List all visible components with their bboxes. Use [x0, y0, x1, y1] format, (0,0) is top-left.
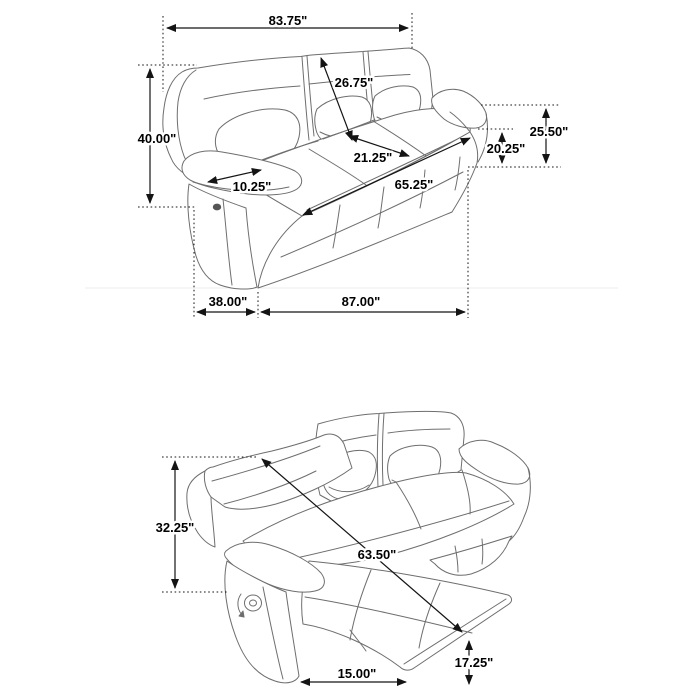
dim-label: 32.25": [155, 520, 195, 535]
dim-label: 26.75": [334, 75, 374, 90]
dim-label: 15.00": [337, 666, 377, 681]
dim-label: 25.50": [529, 124, 569, 139]
dim-reclined-height: [156, 461, 195, 588]
power-button-icon: [213, 204, 221, 211]
dim-front-width: [261, 294, 465, 312]
dim-label: 20.25": [486, 141, 526, 156]
dim-label: 21.25": [353, 150, 393, 165]
dim-footrest-height: [455, 641, 494, 684]
dim-label: 83.75": [268, 13, 308, 28]
dim-top-width: [167, 13, 408, 28]
dim-arm-height: [530, 109, 569, 163]
dim-label: 65.25": [394, 177, 434, 192]
dim-label: 40.00": [137, 131, 177, 146]
dim-overall-depth: [197, 294, 255, 312]
left-arm-front: [188, 184, 257, 289]
dim-seat-height: [487, 133, 526, 163]
dim-label: 63.50": [357, 547, 397, 562]
sofa-base: [430, 536, 512, 575]
dim-label: 38.00": [208, 294, 248, 309]
dim-label: 87.00": [341, 294, 381, 309]
dim-footrest-extension: [301, 666, 406, 682]
dim-label: 17.25": [454, 655, 494, 670]
dim-label: 10.25": [232, 179, 272, 194]
sofa-upright-drawing: [163, 48, 488, 289]
